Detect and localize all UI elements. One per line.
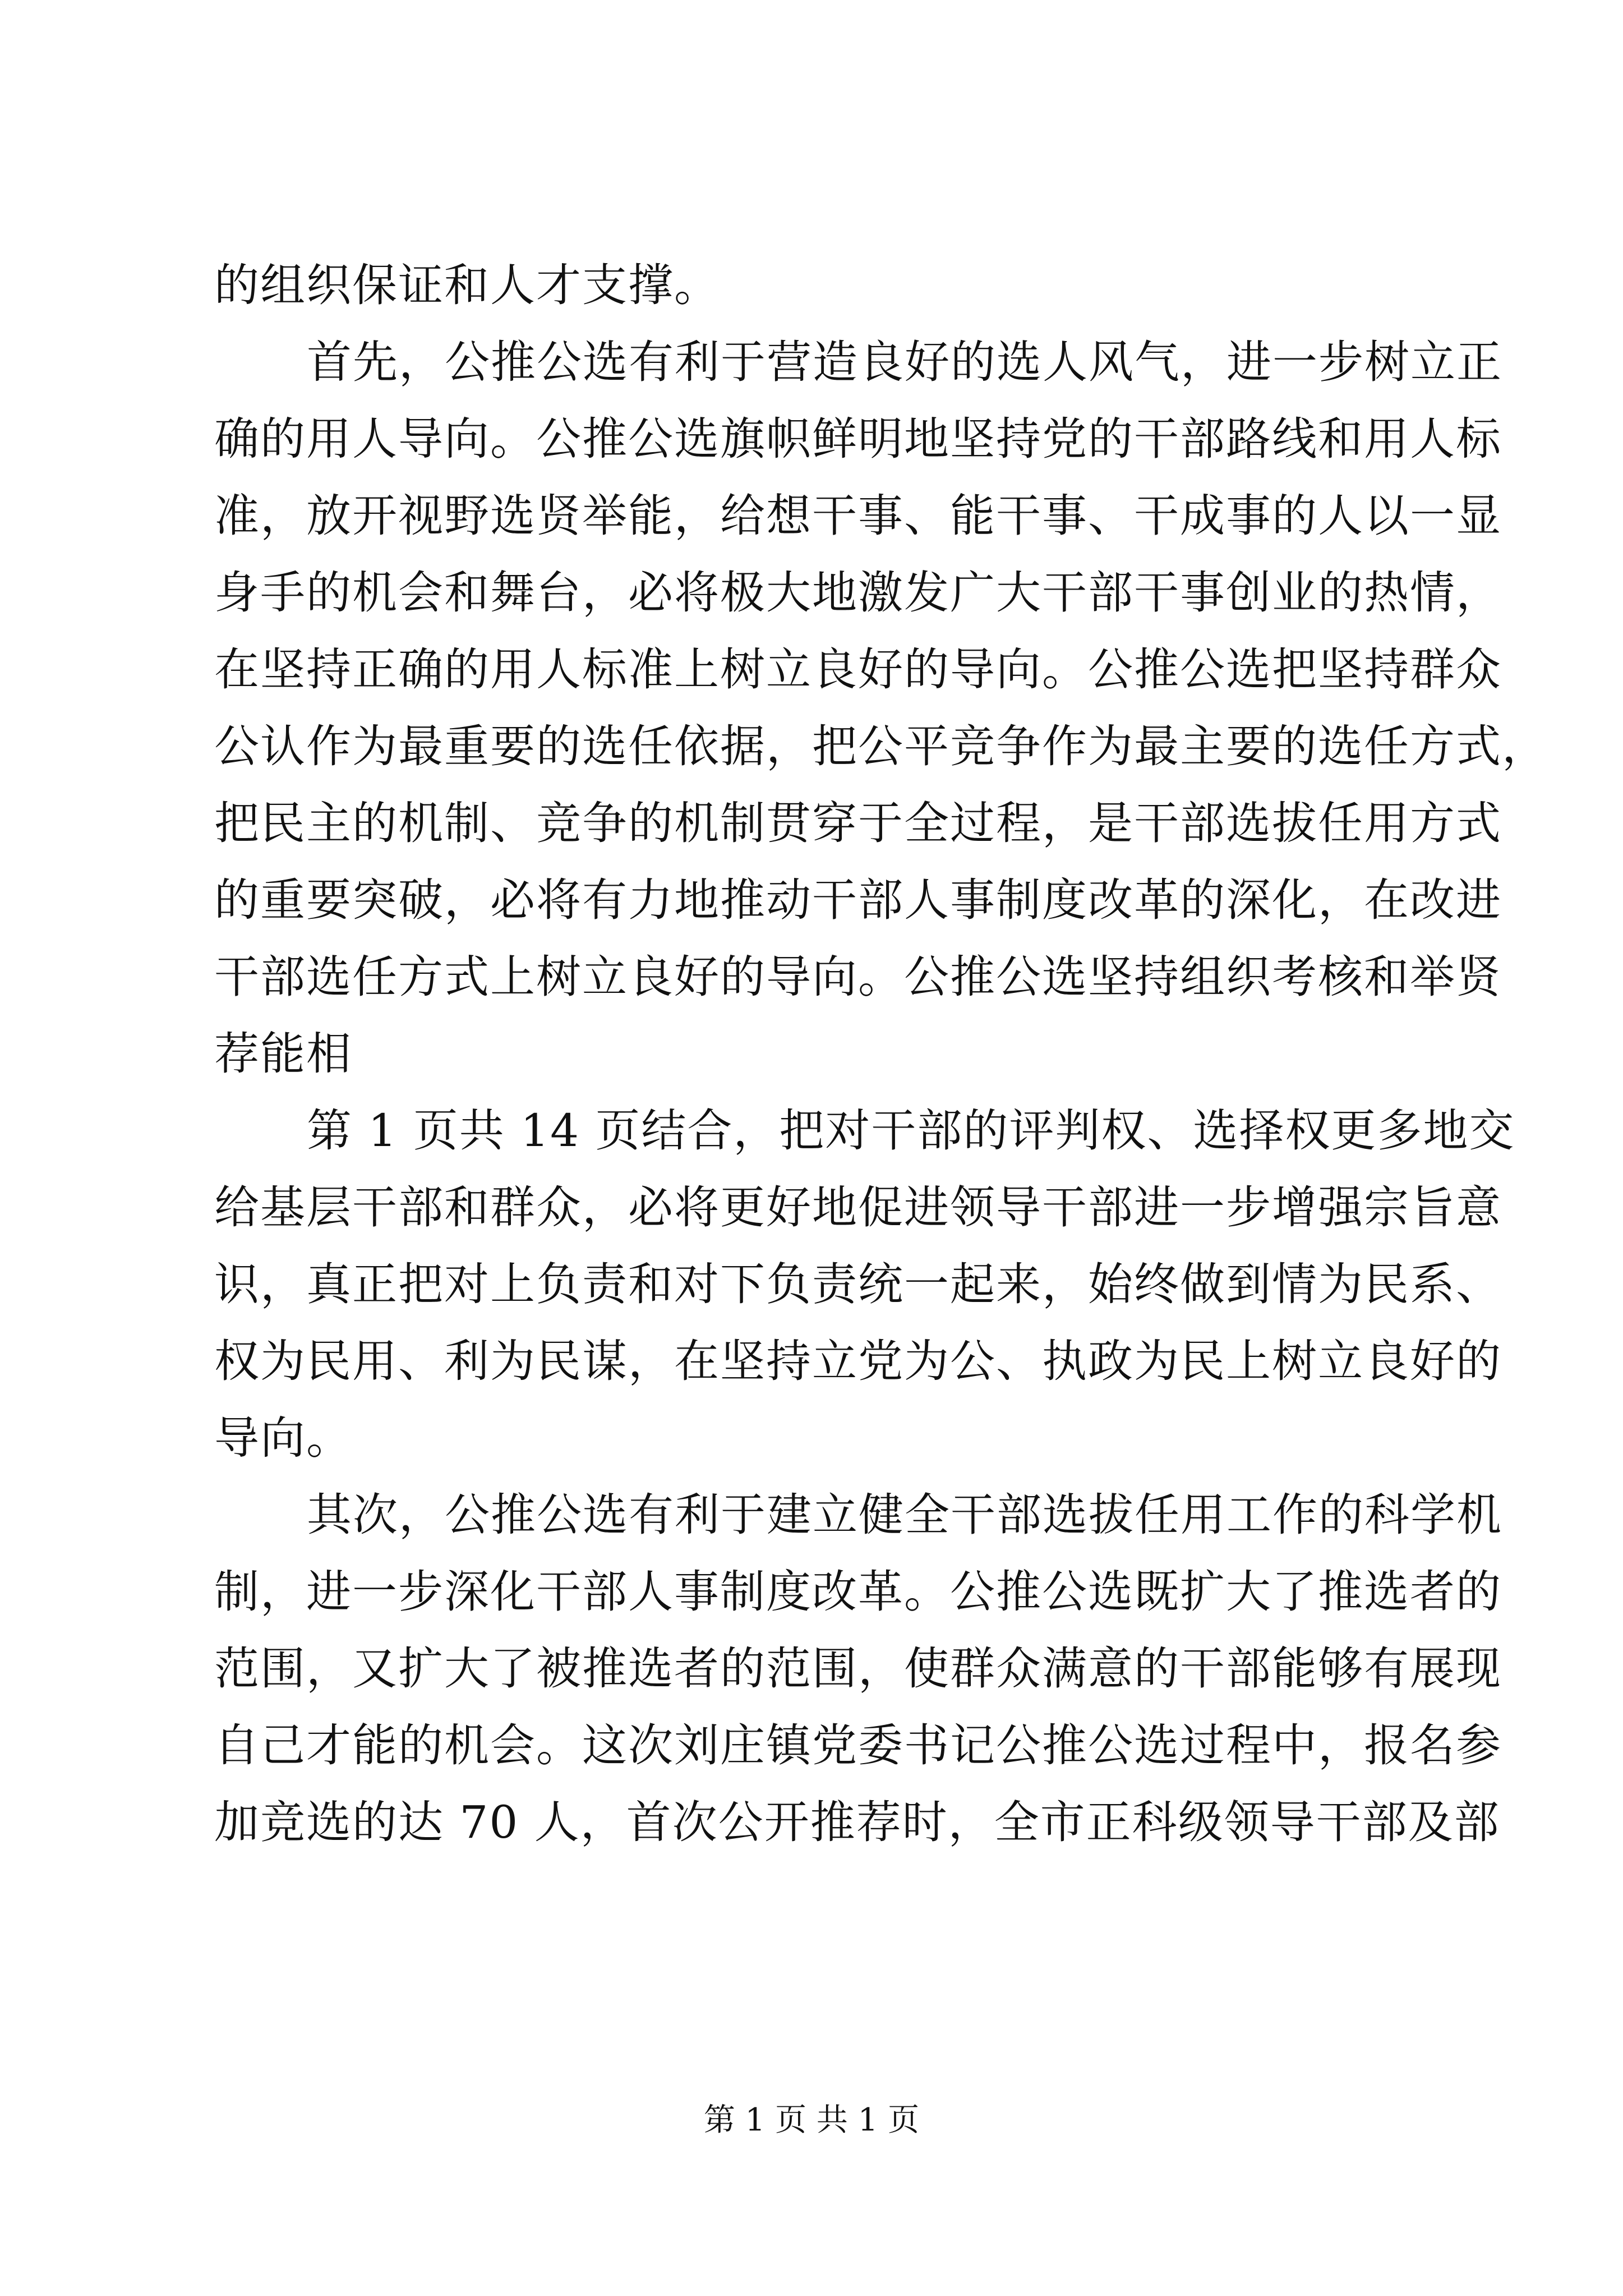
text-line: 首先，公推公选有利于营造良好的选人风气，进一步树立正	[307, 336, 1502, 388]
text-line: 自己才能的机会。这次刘庄镇党委书记公推公选过程中，报名参	[214, 1719, 1502, 1772]
text-line: 制，进一步深化干部人事制度改革。公推公选既扩大了推选者的	[214, 1566, 1502, 1618]
text-line: 公认作为最重要的选任依据，把公平竞争作为最主要的选任方式，	[214, 720, 1548, 772]
text-line: 识，真正把对上负责和对下负责统一起来，始终做到情为民系、	[214, 1258, 1502, 1310]
document-body	[214, 247, 1548, 1861]
text-line: 的重要突破，必将有力地推动干部人事制度改革的深化，在改进	[214, 874, 1502, 926]
text-line: 加竞选的达 70 人，首次公开推荐时，全市正科级领导干部及部	[214, 1796, 1500, 1848]
page-footer: 第 1 页 共 1 页	[703, 2102, 920, 2138]
text-line: 范围，又扩大了被推选者的范围，使群众满意的干部能够有展现	[214, 1642, 1502, 1695]
text-line: 其次，公推公选有利于建立健全干部选拔任用工作的科学机	[307, 1489, 1502, 1541]
text-line: 荐能相	[214, 1028, 352, 1080]
text-line: 导向。	[214, 1412, 352, 1464]
text-line: 第 1 页共 14 页结合，把对干部的评判权、选择权更多地交	[307, 1105, 1515, 1157]
text-line: 确的用人导向。公推公选旗帜鲜明地坚持党的干部路线和用人标	[214, 413, 1502, 465]
text-line: 的组织保证和人才支撑。	[214, 259, 720, 311]
text-line: 身手的机会和舞台，必将极大地激发广大干部干事创业的热情，	[214, 567, 1502, 619]
text-line: 准，放开视野选贤举能，给想干事、能干事、干成事的人以一显	[214, 490, 1502, 542]
text-line: 干部选任方式上树立良好的导向。公推公选坚持组织考核和举贤	[214, 951, 1502, 1003]
text-line: 在坚持正确的用人标准上树立良好的导向。公推公选把坚持群众	[214, 643, 1502, 696]
text-line: 权为民用、利为民谋，在坚持立党为公、执政为民上树立良好的	[214, 1335, 1502, 1387]
text-line: 把民主的机制、竞争的机制贯穿于全过程，是干部选拔任用方式	[214, 797, 1502, 849]
text-line: 给基层干部和群众，必将更好地促进领导干部进一步增强宗旨意	[214, 1181, 1502, 1234]
